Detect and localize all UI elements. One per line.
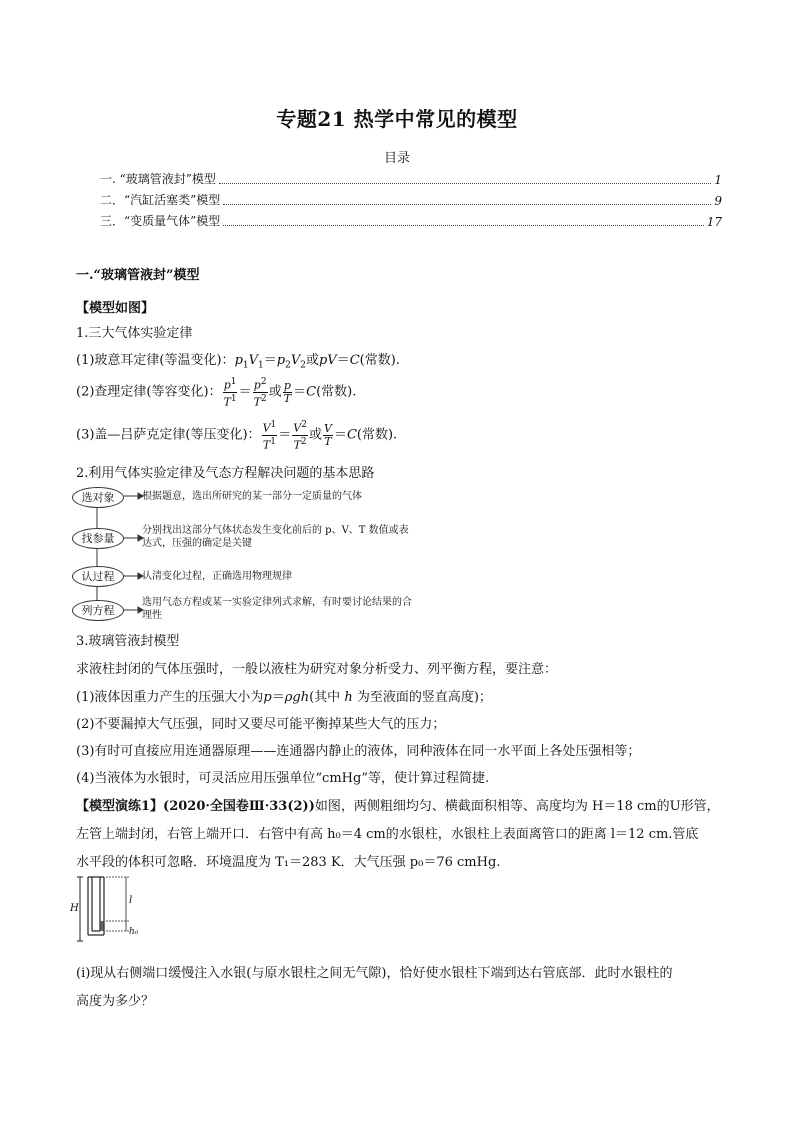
figure-label-l: l xyxy=(129,895,133,906)
note-line: (4)当液体为水银时，可灵活应用压强单位“cmHg”等，使计算过程简捷. xyxy=(76,771,490,786)
law-or: 或 xyxy=(268,384,282,400)
flow-step-oval: 找参量 xyxy=(72,528,124,549)
flow-step-text: 选用气态方程或某一实验定律列式求解，有时要讨论结果的合理性 xyxy=(142,597,412,621)
flow-step-text: 分别找出这部分气体状态发生变化前后的 p、V、T 数值或表达式，压强的确定是关键 xyxy=(142,525,409,549)
toc-leader-dots xyxy=(223,204,711,205)
note-text: (其中 xyxy=(309,690,341,705)
toc-entry-label: 一. “玻璃管液封”模型 xyxy=(100,172,216,186)
exercise-text: 左管上端封闭，右管上端开口．右管中有高 h₀＝4 cm的水银柱，水银柱上表面离管口的距离 l＝12 cm.管底 xyxy=(76,827,699,842)
law-or: 或 xyxy=(308,427,322,443)
flowchart xyxy=(66,484,412,630)
law-label: (2)查理定律(等容变化)： xyxy=(76,384,222,400)
law-gay-lussac: (3)盖—吕萨克定律(等压变化)： $\frac{V^1}{T^1}$ ＝ $\frac{V^2}{T^2}$ 或 $\frac{V}{T}$ ＝C(常数). xyxy=(76,420,398,452)
note-line: (2)不要漏掉大气压强，同时又要尽可能平衡掉某些大气的压力； xyxy=(76,717,446,732)
law-end: (常数). xyxy=(359,353,400,368)
note-text: (1)液体因重力产生的压强大小为 xyxy=(76,690,264,705)
toc-leader-dots xyxy=(223,225,703,226)
law-or: 或 xyxy=(305,353,319,368)
note-line: (3)有时可直接应用连通器原理——连通器内静止的液体，同种液体在同一水平面上各处压强相等； xyxy=(76,744,641,759)
flow-step-text: 认清变化过程，正确选用物理规律 xyxy=(142,571,292,582)
exercise-source: (2020·全国卷Ⅲ·33(2)) xyxy=(163,799,315,814)
exercise-line xyxy=(76,795,720,814)
model-tag: 【模型如图】 xyxy=(76,301,155,316)
note-line: (1)液体因重力产生的压强大小为p＝ρgh(其中 h 为至液面的竖直高度)； xyxy=(76,690,492,705)
page-title: 专题21 热学中常见的模型 xyxy=(276,107,518,131)
toc-entry[interactable] xyxy=(100,213,722,229)
exercise-text: 如图，两侧粗细均匀、横截面积相等、高度均为 H＝18 cm的U形管， xyxy=(314,799,720,814)
law-end: (常数). xyxy=(316,384,357,400)
u-tube-diagram xyxy=(70,873,160,945)
law-charles: (2)查理定律(等容变化)： $\frac{p^1}{T^1}$ ＝ $\frac{p^2}{T^2}$ 或 $\frac{p}{T}$ ＝C(常数). xyxy=(76,377,357,409)
figure-label-h0: h₀ xyxy=(129,927,139,937)
toc-leader-dots xyxy=(219,183,711,184)
question-text: (ⅰ)现从右侧端口缓慢注入水银(与原水银柱之间无气隙)，恰好使水银柱下端到达右管底部．此时水银柱的 xyxy=(76,966,673,981)
item-title: 1.三大气体实验定律 xyxy=(76,326,193,341)
law-end: (常数). xyxy=(356,427,398,443)
flow-step-oval: 选对象 xyxy=(72,487,124,508)
question-text: 高度为多少？ xyxy=(76,994,155,1009)
item-title: 3.玻璃管液封模型 xyxy=(76,634,180,649)
exercise-text: 水平段的体积可忽略．环境温度为 T₁＝283 K．大气压强 p₀＝76 cmHg. xyxy=(76,855,501,870)
flow-step-text: 根据题意，选出所研究的某一部分一定质量的气体 xyxy=(142,491,362,502)
toc-entry[interactable] xyxy=(100,171,722,187)
flow-step-oval: 认过程 xyxy=(72,566,124,587)
toc-entry-page: 1 xyxy=(714,173,722,187)
exercise-tag: 【模型演练1】 xyxy=(76,799,164,814)
law-label: (1)玻意耳定律(等温变化)： xyxy=(76,353,235,368)
paragraph: 求液柱封闭的气体压强时，一般以液柱为研究对象分析受力、列平衡方程，要注意： xyxy=(76,662,558,677)
toc-entry-page: 9 xyxy=(714,194,722,208)
section-heading: 一.“玻璃管液封”模型 xyxy=(76,268,200,283)
item-title: 2.利用气体实验定律及气态方程解决问题的基本思路 xyxy=(76,466,375,481)
toc-entry-label: 二．“汽缸活塞类”模型 xyxy=(100,193,221,207)
figure-label-H: H xyxy=(70,903,79,914)
toc-entry-label: 三．“变质量气体”模型 xyxy=(100,214,221,228)
law-boyle: (1)玻意耳定律(等温变化)：$p_1V_1=p_2V_2$或pV＝C(常数). xyxy=(76,353,400,371)
note-text: 为至液面的竖直高度)； xyxy=(356,690,492,705)
u-tube-figure xyxy=(70,873,160,945)
toc-entry-page: 17 xyxy=(706,215,722,229)
flow-step-oval: 列方程 xyxy=(72,600,124,621)
toc-entry[interactable] xyxy=(100,192,722,208)
toc-heading: 目录 xyxy=(383,151,410,166)
law-label: (3)盖—吕萨克定律(等压变化)： xyxy=(76,427,261,443)
